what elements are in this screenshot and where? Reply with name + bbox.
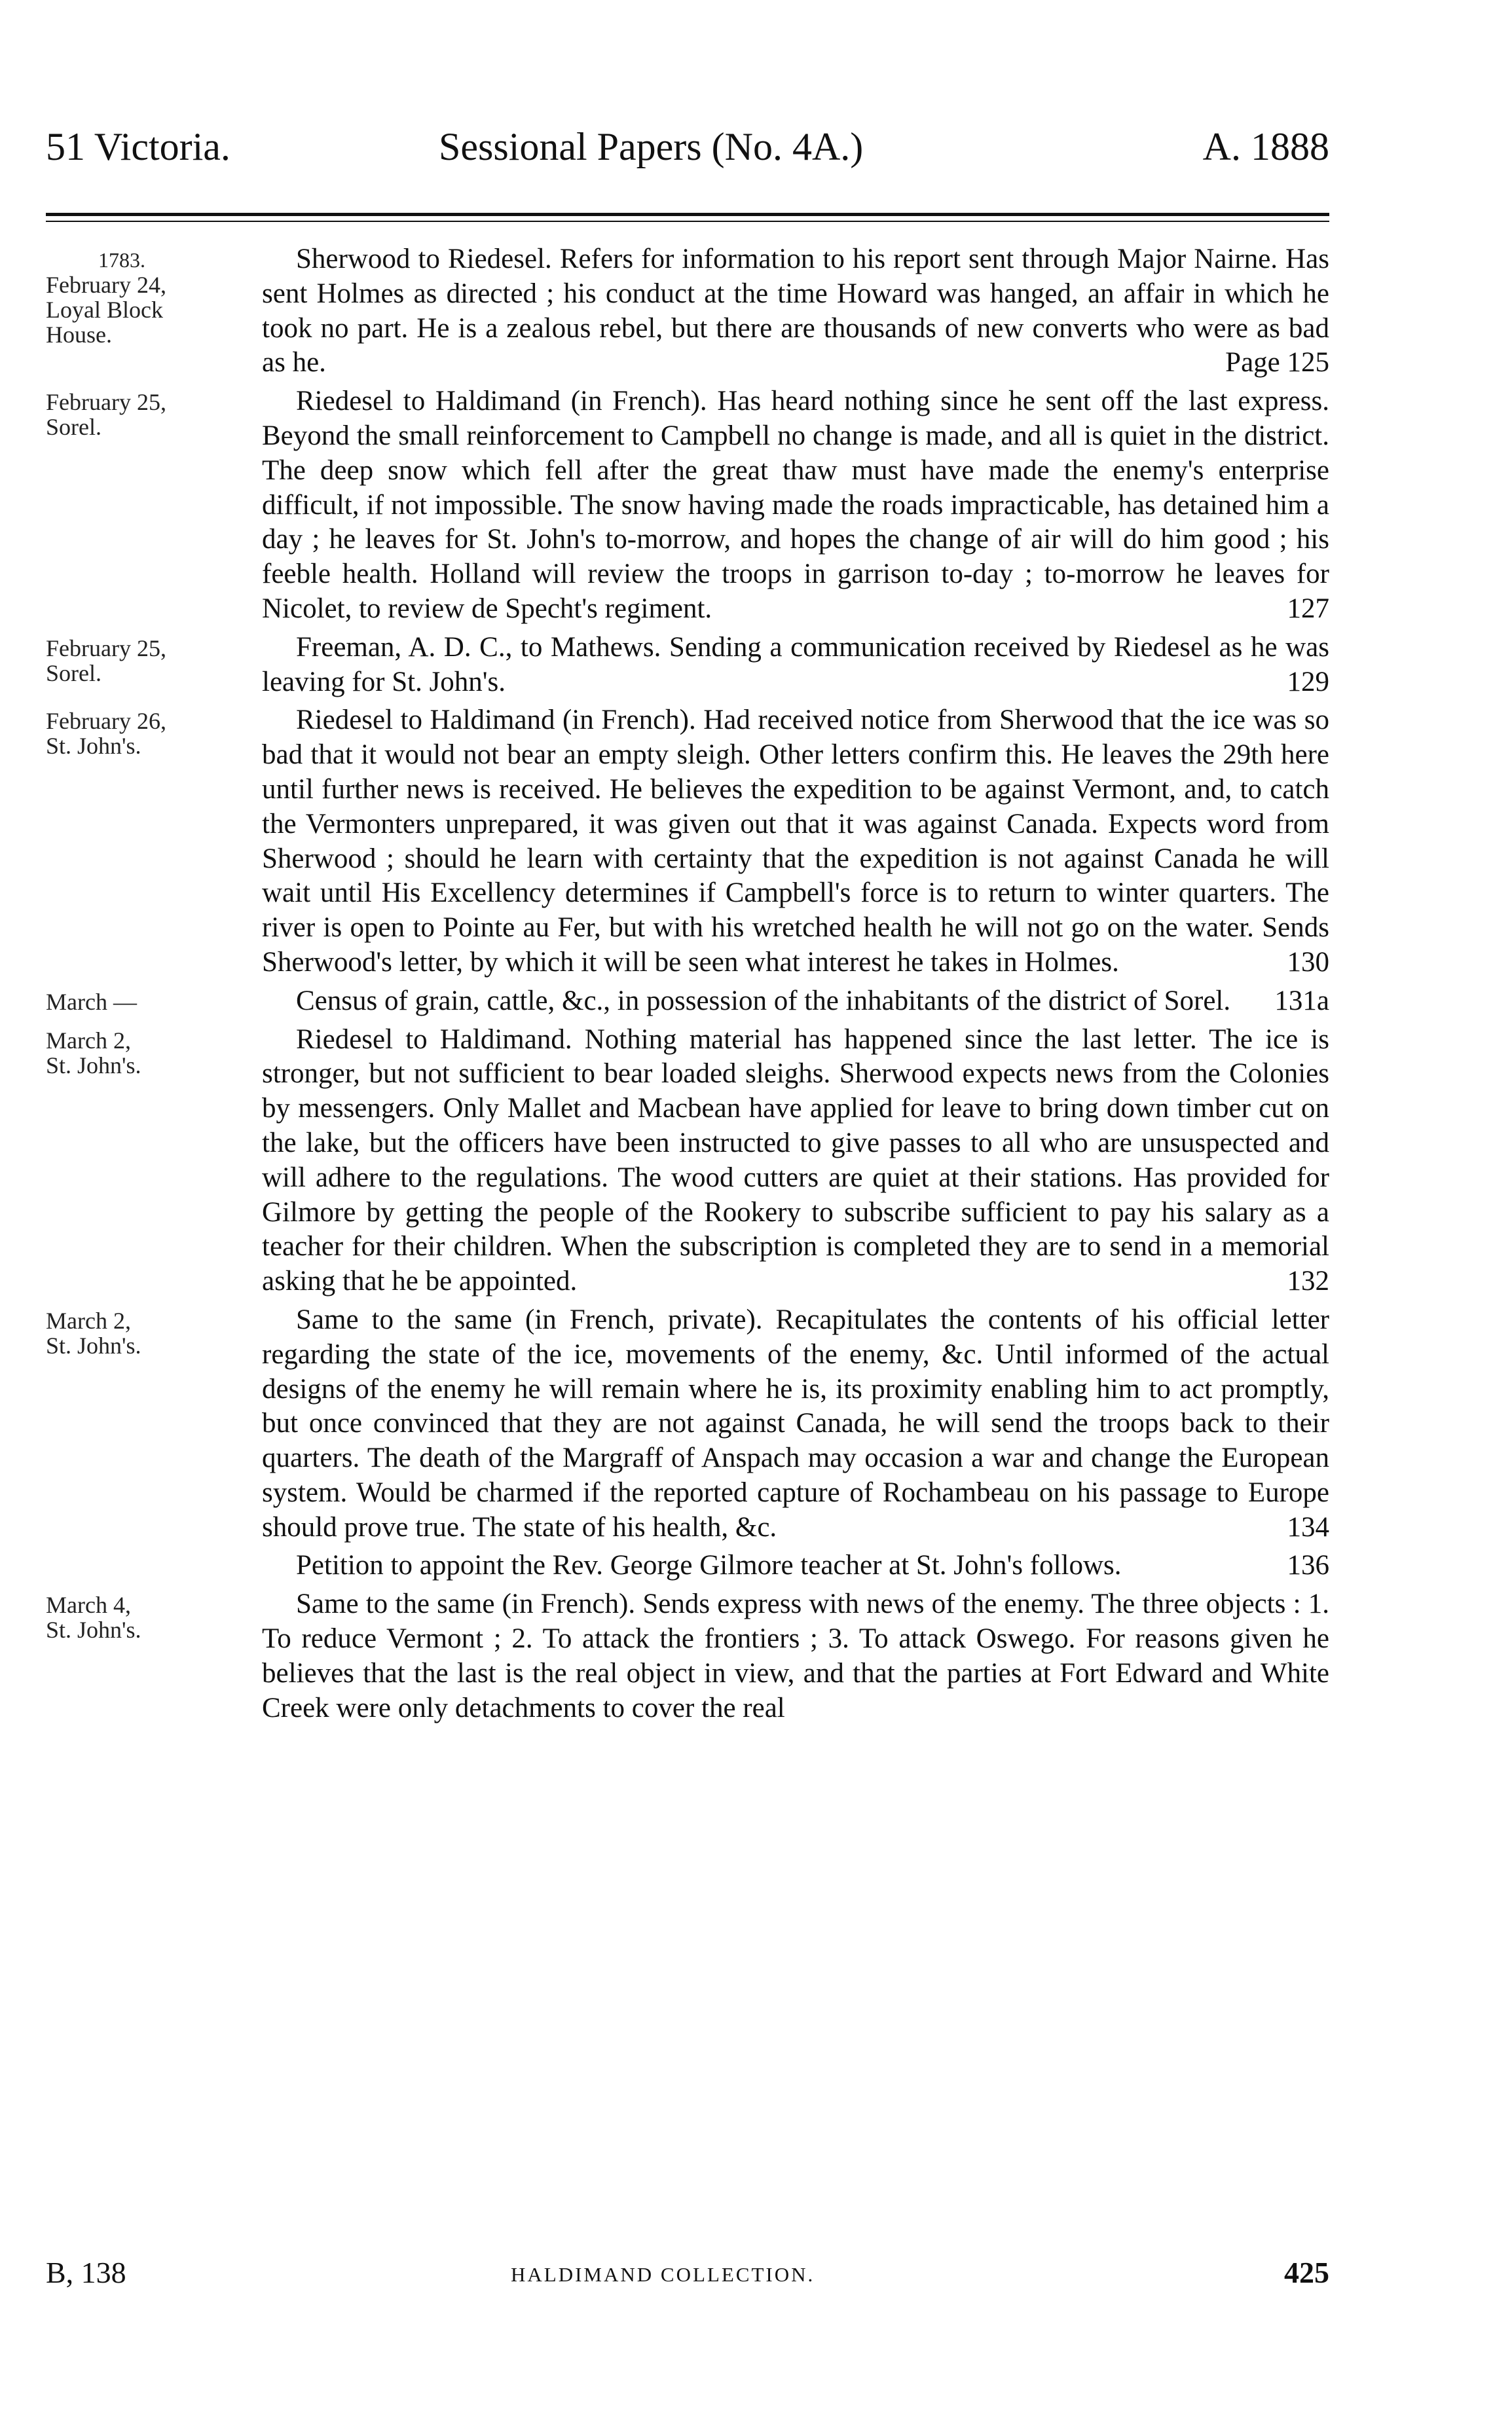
margin-line: February 25, (46, 635, 166, 661)
margin-line: February 25, (46, 389, 166, 416)
page-reference: 134 (1287, 1511, 1329, 1543)
margin-date-place (46, 709, 229, 758)
entry-body: Sherwood to Riedesel. Refers for information to his report sent through Major Nairne. Has sent Holmes as directed ; his conduct at the time Howard was hanged, an affair in which he took no part. He is a zealous rebel, but there are thousands of new converts who were as bad as he. (262, 244, 1329, 378)
margin-line: Sorel. (46, 659, 101, 686)
header-title: Sessional Papers (No. 4A.) (439, 125, 864, 168)
calendar-entry (46, 631, 1329, 700)
margin-date-place (46, 390, 229, 439)
running-header (46, 124, 1329, 196)
entry-body: Riedesel to Haldimand (in French). Has heard nothing since he sent off the last express. Beyond the small reinforcement to Campbell no change is made, and all is quiet in the district. The deep snow which fell after the great thaw must have made the enemy's enterprise difficult, if not impossible. The snow having made the roads impracticable, has detained him a day ; he leaves for St. John's to-morrow, and hopes the change of air will do him good ; his feeble health. Holland will review the troops in garrison to-day ; to-morrow he leaves for Nicolet, to review de Specht's regiment. (262, 386, 1329, 624)
page-reference: 131a (1274, 985, 1329, 1016)
calendar-entry (46, 242, 1329, 380)
footer-collection: HALDIMAND COLLECTION. (511, 2263, 815, 2286)
header-session: 51 Victoria. (46, 125, 230, 168)
margin-date-place (46, 1592, 229, 1642)
entry-body: Same to the same (in French). Sends express with news of the enemy. The three objects : 1. To reduce Vermont ; 2. To attack the frontiers ; 3. To attack Oswego. For reasons given he believes that the last is the real object in view, and that the parties at Fort Edward and White Creek were only detachments to cover the real (262, 1589, 1329, 1723)
entry-text (262, 703, 1329, 980)
margin-line: St. John's. (46, 733, 141, 760)
footer-volume: B, 138 (46, 2256, 126, 2289)
entry-body: Petition to appoint the Rev. George Gilmore teacher at St. John's follows. (296, 1550, 1122, 1581)
margin-line: March 2, (46, 1027, 131, 1054)
margin-line: Loyal Block (46, 297, 163, 323)
entry-body: Census of grain, cattle, &c., in possession of the inhabitants of the district of Sorel. (296, 985, 1231, 1016)
margin-line: St. John's. (46, 1617, 141, 1644)
entry-body: Freeman, A. D. C., to Mathews. Sending a communication received by Riedesel as he was leaving for St. John's. (262, 631, 1329, 697)
page-reference: 136 (1287, 1550, 1329, 1581)
page-reference: 132 (1287, 1266, 1329, 1297)
page-reference: 129 (1287, 666, 1329, 697)
entry-text (262, 242, 1329, 380)
page-number: 425 (1284, 2256, 1329, 2289)
margin-date-place (46, 989, 229, 1014)
page-reference: 127 (1287, 593, 1329, 624)
running-footer (46, 2255, 1329, 2308)
page-reference: 130 (1287, 946, 1329, 978)
margin-line: February 26, (46, 708, 166, 735)
margin-date-place (46, 1308, 229, 1358)
header-rule-thick (46, 213, 1329, 216)
margin-date-place (46, 248, 229, 347)
margin-line: Sorel. (46, 414, 101, 441)
calendar-entry (46, 384, 1329, 627)
margin-line: March 4, (46, 1592, 131, 1619)
margin-date-place (46, 1028, 229, 1078)
entry-text (262, 384, 1329, 627)
page-reference: Page 125 (1225, 347, 1329, 378)
entry-text (262, 1303, 1329, 1545)
entry-text (262, 631, 1329, 700)
margin-line: St. John's. (46, 1052, 141, 1078)
entry-body: Riedesel to Haldimand. Nothing material has happened since the last letter. The ice is stronger, but not sufficient to bear loaded sleighs. Sherwood expects news from the Colonies by messengers. Only Mallet and Macbean have applied for leave to bring down timber cut on the lake, but the officers have been instructed to give passes to all who are unsuspected and will adhere to the regulations. The wood cutters are quiet at their stations. Has provided for Gilmore by getting the people of the Rookery to subscribe sufficient to pay his salary as a teacher for their children. When the subscription is completed they are to send in a memorial asking that he be appointed. (262, 1023, 1329, 1297)
margin-year: 1783. (98, 248, 145, 272)
calendar-entries (46, 242, 1329, 1729)
header-rule-thin (46, 221, 1329, 222)
calendar-entry (46, 984, 1329, 1019)
margin-line: February 24, (46, 272, 166, 298)
entry-text (262, 1023, 1329, 1299)
calendar-entry (46, 703, 1329, 980)
margin-line: March 2, (46, 1307, 131, 1334)
margin-line: St. John's. (46, 1332, 141, 1359)
entry-text (262, 1549, 1329, 1583)
entry-body: Riedesel to Haldimand (in French). Had received notice from Sherwood that the ice was so bad that it would not bear an empty sleigh. Other letters confirm this. He leaves the 29th here until further news is received. He believes the expedition to be against Vermont, and, to catch the Vermonters unprepared, it was given out that it was against Canada. Expects word from Sherwood ; should he learn with certainty that the expedition is not against Canada he will wait until His Excellency determines if Campbell's force is to return to winter quarters. The river is open to Pointe au Fer, but with his wretched health he will not go on the water. Sends Sherwood's letter, by which it will be seen what interest he takes in Holmes. (262, 705, 1329, 978)
calendar-entry (46, 1587, 1329, 1725)
calendar-entry (46, 1023, 1329, 1299)
entry-text (262, 984, 1329, 1019)
calendar-entry (46, 1303, 1329, 1545)
header-year: A. 1888 (1202, 125, 1329, 168)
entry-body: Same to the same (in French, private). Recapitulates the contents of his official letter regarding the state of the ice, movements of the enemy, &c. Until informed of the actual designs of the enemy he will remain where he is, its proximity enabling him to act promptly, but once convinced that they are not against Canada, he will send the troops back to their quarters. The death of the Margraff of Anspach may occasion a war and change the European system. Would be charmed if the reported capture of Rochambeau on his passage to Europe should prove true. The state of his health, &c. (262, 1304, 1329, 1543)
entry-text (262, 1587, 1329, 1725)
calendar-entry (46, 1549, 1329, 1583)
margin-line: March — (46, 988, 137, 1015)
margin-date-place (46, 636, 229, 686)
margin-line: House. (46, 322, 112, 348)
